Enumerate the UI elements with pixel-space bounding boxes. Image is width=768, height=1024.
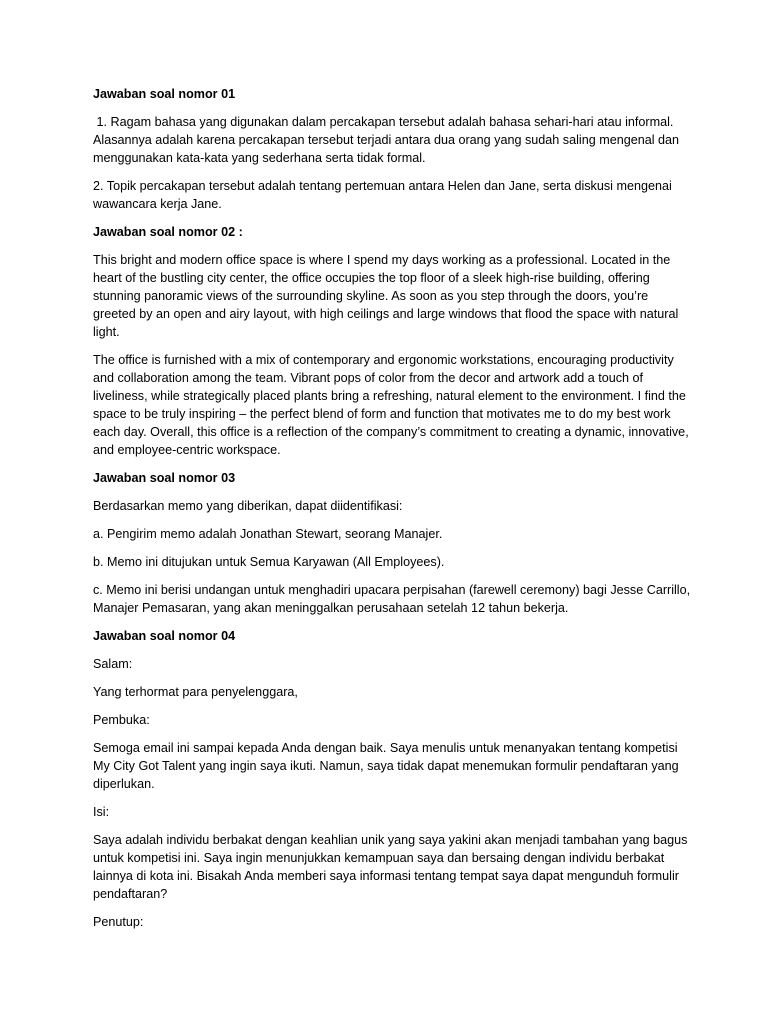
paragraph: a. Pengirim memo adalah Jonathan Stewart, seorang Manajer. — [93, 527, 443, 541]
paragraph: This bright and modern office space is where I spend my days working as a professional. Located in the heart of the bustling city center, the office occupies the top floor of a sleek high-rise building, offering stunning panoramic views of the surrounding skyline. As soon as you step through the doors, you’re greeted by an open and airy layout, with high ceilings and large windows that flood the space with natural light. — [93, 253, 679, 339]
paragraph: Yang terhormat para penyelenggara, — [93, 685, 298, 699]
paragraph: Penutup: — [93, 915, 144, 929]
paragraph: 1. Ragam bahasa yang digunakan dalam percakapan tersebut adalah bahasa sehari-hari atau informal. Alasannya adalah karena percakapan tersebut terjadi antara dua orang yang sudah saling mengenal dan menggunakan kata-kata yang sederhana serta tidak formal. — [93, 115, 683, 165]
paragraph: b. Memo ini ditujukan untuk Semua Karyawan (All Employees). — [93, 555, 445, 569]
paragraph: c. Memo ini berisi undangan untuk menghadiri upacara perpisahan (farewell ceremony) bagi Jesse Carrillo, Manajer Pemasaran, yang akan meninggalkan perusahaan setelah 12 tahun bekerja. — [93, 583, 691, 615]
section-heading-03: Jawaban soal nomor 03 — [93, 471, 236, 485]
paragraph: Semoga email ini sampai kepada Anda dengan baik. Saya menulis untuk menanyakan tentang kompetisi My City Got Talent yang ingin saya ikuti. Namun, saya tidak dapat menemukan formulir pendaftaran yang diperlukan. — [93, 741, 679, 791]
paragraph: Salam: — [93, 657, 133, 671]
paragraph: Saya adalah individu berbakat dengan keahlian unik yang saya yakini akan menjadi tambahan yang bagus untuk kompetisi ini. Saya ingin menunjukkan kemampuan saya dan bersaing dengan individu berbakat lainnya di kota ini. Bisakah Anda memberi saya informasi tentang tempat saya dapat mengunduh formulir pendaftaran? — [93, 833, 688, 901]
paragraph: Berdasarkan memo yang diberikan, dapat diidentifikasi: — [93, 499, 403, 513]
document-page — [93, 85, 693, 941]
section-heading-02: Jawaban soal nomor 02 : — [93, 225, 243, 239]
paragraph: The office is furnished with a mix of contemporary and ergonomic workstations, encouraging productivity and collaboration among the team. Vibrant pops of color from the decor and artwork add a touch of liveliness, while strategically placed plants bring a refreshing, natural element to the environment. I find the space to be truly inspiring – the perfect blend of form and function that motivates me to do my best work each day. Overall, this office is a reflection of the company’s commitment to creating a dynamic, innovative, and employee-centric workspace. — [93, 353, 689, 457]
section-heading-04: Jawaban soal nomor 04 — [93, 629, 236, 643]
paragraph: Pembuka: — [93, 713, 150, 727]
paragraph: Isi: — [93, 805, 110, 819]
paragraph: 2. Topik percakapan tersebut adalah tentang pertemuan antara Helen dan Jane, serta diskusi mengenai wawancara kerja Jane. — [93, 179, 672, 211]
section-heading-01: Jawaban soal nomor 01 — [93, 87, 236, 101]
